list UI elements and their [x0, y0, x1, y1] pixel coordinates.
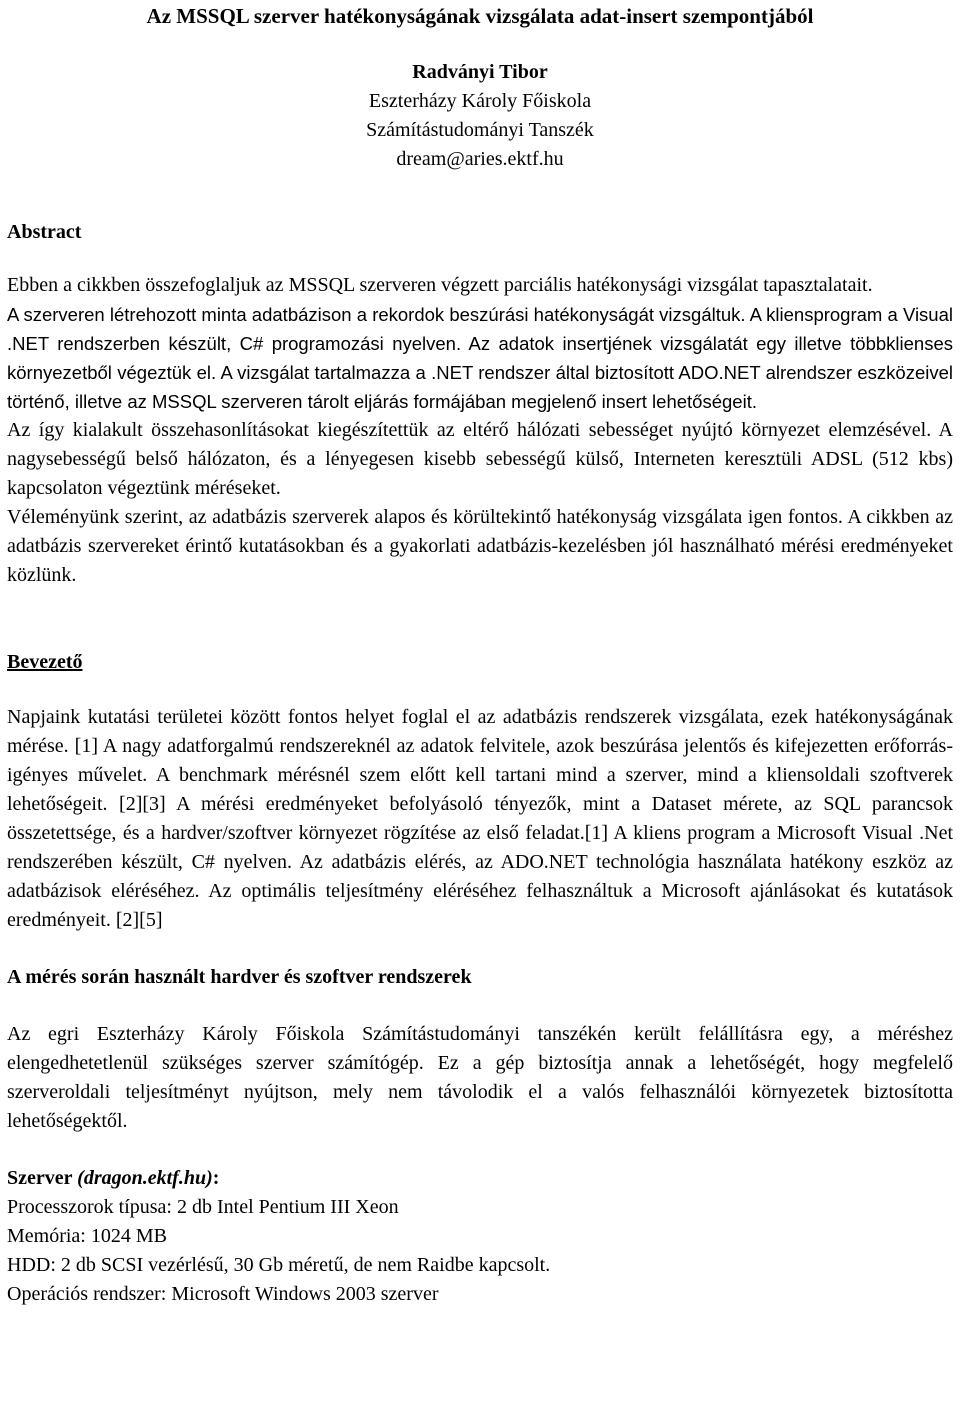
author-block [7, 58, 953, 174]
server-spec-block [7, 1164, 953, 1309]
server-label: Szerver [7, 1167, 73, 1189]
spec-line: Processzorok típusa: 2 db Intel Pentium III Xeon [7, 1196, 399, 1218]
document-page [0, 2, 960, 1309]
author-name: Radványi Tibor [412, 61, 548, 83]
department: Számítástudományi Tanszék [366, 119, 594, 141]
hardware-heading: A mérés során használt hardver és szoftver rendszerek [7, 966, 472, 988]
server-colon: : [212, 1167, 220, 1189]
abstract-paragraph: A szerveren létrehozott minta adatbázison a rekordok beszúrási hatékonyságát vizsgáltuk. A kliensprogram a Visual .NET rendszerben készült, C# programozási nyelven. Az adatok insertjének vizsgálatát egy illetve többklienses környezetből végeztük el. A vizsgálat tartalmazza a .NET rendszer által biztosított ADO.NET alrendszer eszközeivel történő, illetve az MSSQL szerveren tárolt eljárás formájában megjelenő insert lehetőségeit. [7, 304, 953, 412]
abstract-paragraph: Ebben a cikkben összefoglaljuk az MSSQL szerveren végzett parciális hatékonysági vizsgálat tapasztalatait. [7, 274, 873, 296]
paper-title: Az MSSQL szerver hatékonyságának vizsgálata adat-insert szempontjából [146, 4, 814, 28]
server-heading [7, 1164, 953, 1193]
institution: Eszterházy Károly Főiskola [368, 90, 592, 112]
abstract-body [7, 271, 953, 590]
intro-heading: Bevezető [7, 651, 83, 673]
spec-line: Operációs rendszer: Microsoft Windows 2003 szerver [7, 1283, 439, 1305]
intro-paragraph: Napjaink kutatási területei között fontos helyet foglal el az adatbázis rendszerek vizsgálata, ezek hatékonyságának mérése. [1] A nagy adatforgalmú rendszereknél az adatok felvitele, azok beszúrása jelentős és kifejezetten erőforrás-igényes művelet. A benchmark mérésnél szem előtt kell tartani mind a szerver, mind a kliensoldali szoftverek lehetőségeit. [2][3] A mérési eredményeket befolyásoló tényezők, mint a Dataset mérete, az SQL parancsok összetettsége, és a hardver/szoftver környezet rögzítése az első feladat.[1] A kliens program a Microsoft Visual .Net rendszerében készült, C# nyelven. Az adatbázis elérés, az ADO.NET technológia használata hatékony eszköz az adatbázisok eléréséhez. Az optimális teljesítmény eléréséhez felhasználtuk a Microsoft ajánlásokat és kutatások eredményeit. [2][5] [7, 706, 953, 931]
author-email: dream@aries.ektf.hu [396, 148, 564, 170]
abstract-heading: Abstract [7, 221, 82, 243]
spec-line: HDD: 2 db SCSI vezérlésű, 30 Gb méretű, de nem Raidbe kapcsolt. [7, 1254, 551, 1276]
spec-line: Memória: 1024 MB [7, 1225, 167, 1247]
hardware-paragraph: Az egri Eszterházy Károly Főiskola Számítástudományi tanszékén került felállításra egy, a méréshez elengedhetetlenül szükséges szerver számítógép. Ez a gép biztosítja annak a lehetőségét, hogy megfelelő szerveroldali teljesítményt nyújtson, mely nem távolodik el a valós felhasználói környezetek biztosította lehetőségektől. [7, 1023, 953, 1132]
abstract-paragraph: Az így kialakult összehasonlításokat kiegészítettük az eltérő hálózati sebességet nyújtó környezet elemzésével. A nagysebességű belső hálózaton, és a lényegesen kisebb sebességű külső, Interneten keresztüli ADSL (512 kbs) kapcsolaton végeztünk méréseket. [7, 419, 953, 499]
abstract-paragraph: Véleményünk szerint, az adatbázis szerverek alapos és körültekintő hatékonyság vizsgálata igen fontos. A cikkben az adatbázis szervereket érintő kutatásokban és a gyakorlati adatbázis-kezelésben jól használható mérési eredményeket közlünk. [7, 506, 953, 586]
server-host: (dragon.ektf.hu) [77, 1167, 213, 1189]
